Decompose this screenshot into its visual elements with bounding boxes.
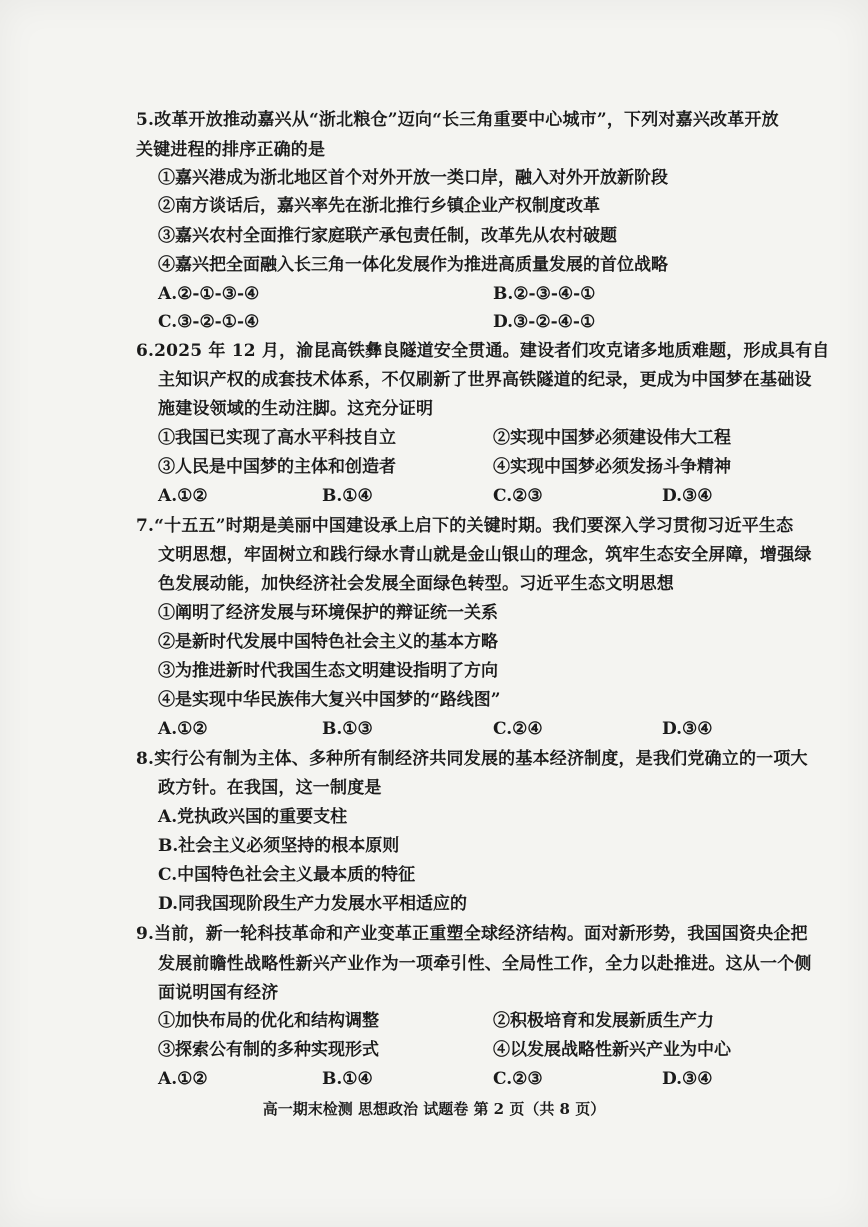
question-7-option-d: D.③④ xyxy=(662,719,713,739)
question-8-stem-line-2: 政方针。在我国，这一制度是 xyxy=(158,778,382,798)
question-9-option-d: D.③④ xyxy=(662,1069,713,1089)
question-9-stem-line-3: 面说明国有经济 xyxy=(158,983,279,1003)
question-5-option-d: D.③-②-④-① xyxy=(493,312,596,332)
question-5-option-b: B.②-③-④-① xyxy=(493,284,596,304)
question-7-statement-4: ④是实现中华民族伟大复兴中国梦的“路线图” xyxy=(158,690,501,710)
question-7-stem-line-1: 7.“十五五”时期是美丽中国建设承上启下的关键时期。我们要深入学习贯彻习近平生态 xyxy=(136,516,794,536)
question-9-statement-1: ①加快布局的优化和结构调整 xyxy=(158,1011,379,1031)
question-8-stem-line-1: 8.实行公有制为主体、多种所有制经济共同发展的基本经济制度，是我们党确立的一项大 xyxy=(136,749,808,769)
question-7-stem-line-2: 文明思想，牢固树立和践行绿水青山就是金山银山的理念，筑牢生态安全屏障，增强绿 xyxy=(158,545,812,565)
question-7-option-b: B.①③ xyxy=(322,719,373,739)
question-9-option-c: C.②③ xyxy=(493,1069,543,1089)
page-footer: 高一期末检测 思想政治 试题卷 第 2 页（共 8 页） xyxy=(262,1100,606,1118)
question-5-statement-1: ①嘉兴港成为浙北地区首个对外开放一类口岸，融入对外开放新阶段 xyxy=(158,168,668,188)
question-5-option-a: A.②-①-③-④ xyxy=(158,284,260,304)
question-8-option-c: C.中国特色社会主义最本质的特征 xyxy=(158,865,416,885)
question-6-option-d: D.③④ xyxy=(662,486,713,506)
question-6-option-c: C.②③ xyxy=(493,486,543,506)
question-6-option-a: A.①② xyxy=(158,486,208,506)
question-7-option-c: C.②④ xyxy=(493,719,543,739)
question-7-option-a: A.①② xyxy=(158,719,208,739)
question-6-statement-4: ④实现中国梦必须发扬斗争精神 xyxy=(493,457,731,477)
question-9-option-b: B.①④ xyxy=(322,1069,373,1089)
question-5-statement-2: ②南方谈话后，嘉兴率先在浙北推行乡镇企业产权制度改革 xyxy=(158,196,600,216)
question-5-statement-4: ④嘉兴把全面融入长三角一体化发展作为推进高质量发展的首位战略 xyxy=(158,255,668,275)
question-7-statement-3: ③为推进新时代我国生态文明建设指明了方向 xyxy=(158,661,498,681)
question-8-option-b: B.社会主义必须坚持的根本原则 xyxy=(158,836,400,856)
question-9-statement-4: ④以发展战略性新兴产业为中心 xyxy=(493,1040,731,1060)
question-6-statement-2: ②实现中国梦必须建设伟大工程 xyxy=(493,428,731,448)
question-8-option-d: D.同我国现阶段生产力发展水平相适应的 xyxy=(158,894,468,914)
question-8-option-a: A.党执政兴国的重要支柱 xyxy=(158,807,348,827)
question-5-stem-line-1: 5.改革开放推动嘉兴从“浙北粮仓”迈向“长三角重要中心城市”，下列对嘉兴改革开放 xyxy=(136,110,779,130)
question-5-option-c: C.③-②-①-④ xyxy=(158,312,260,332)
question-9-statement-3: ③探索公有制的多种实现形式 xyxy=(158,1040,379,1060)
question-6-stem-line-3: 施建设领域的生动注脚。这充分证明 xyxy=(158,399,434,419)
question-5-stem-line-2: 关键进程的排序正确的是 xyxy=(136,140,326,160)
question-5-statement-3: ③嘉兴农村全面推行家庭联产承包责任制，改革先从农村破题 xyxy=(158,226,617,246)
question-9-stem-line-1: 9.当前，新一轮科技革命和产业变革正重塑全球经济结构。面对新形势，我国国资央企把 xyxy=(136,924,808,944)
question-6-statement-3: ③人民是中国梦的主体和创造者 xyxy=(158,457,396,477)
question-6-statement-1: ①我国已实现了高水平科技自立 xyxy=(158,428,396,448)
question-7-statement-2: ②是新时代发展中国特色社会主义的基本方略 xyxy=(158,632,498,652)
question-7-statement-1: ①阐明了经济发展与环境保护的辩证统一关系 xyxy=(158,603,498,623)
question-6-stem-line-2: 主知识产权的成套技术体系，不仅刷新了世界高铁隧道的纪录，更成为中国梦在基础设 xyxy=(158,370,812,390)
question-7-stem-line-3: 色发展动能，加快经济社会发展全面绿色转型。习近平生态文明思想 xyxy=(158,574,674,594)
question-6-stem-line-1: 6.2025 年 12 月，渝昆高铁彝良隧道安全贯通。建设者们攻克诸多地质难题，形成具有自 xyxy=(136,341,830,361)
question-9-stem-line-2: 发展前瞻性战略性新兴产业作为一项牵引性、全局性工作，全力以赴推进。这从一个侧 xyxy=(158,954,812,974)
question-9-option-a: A.①② xyxy=(158,1069,208,1089)
question-6-option-b: B.①④ xyxy=(322,486,373,506)
question-9-statement-2: ②积极培育和发展新质生产力 xyxy=(493,1011,714,1031)
